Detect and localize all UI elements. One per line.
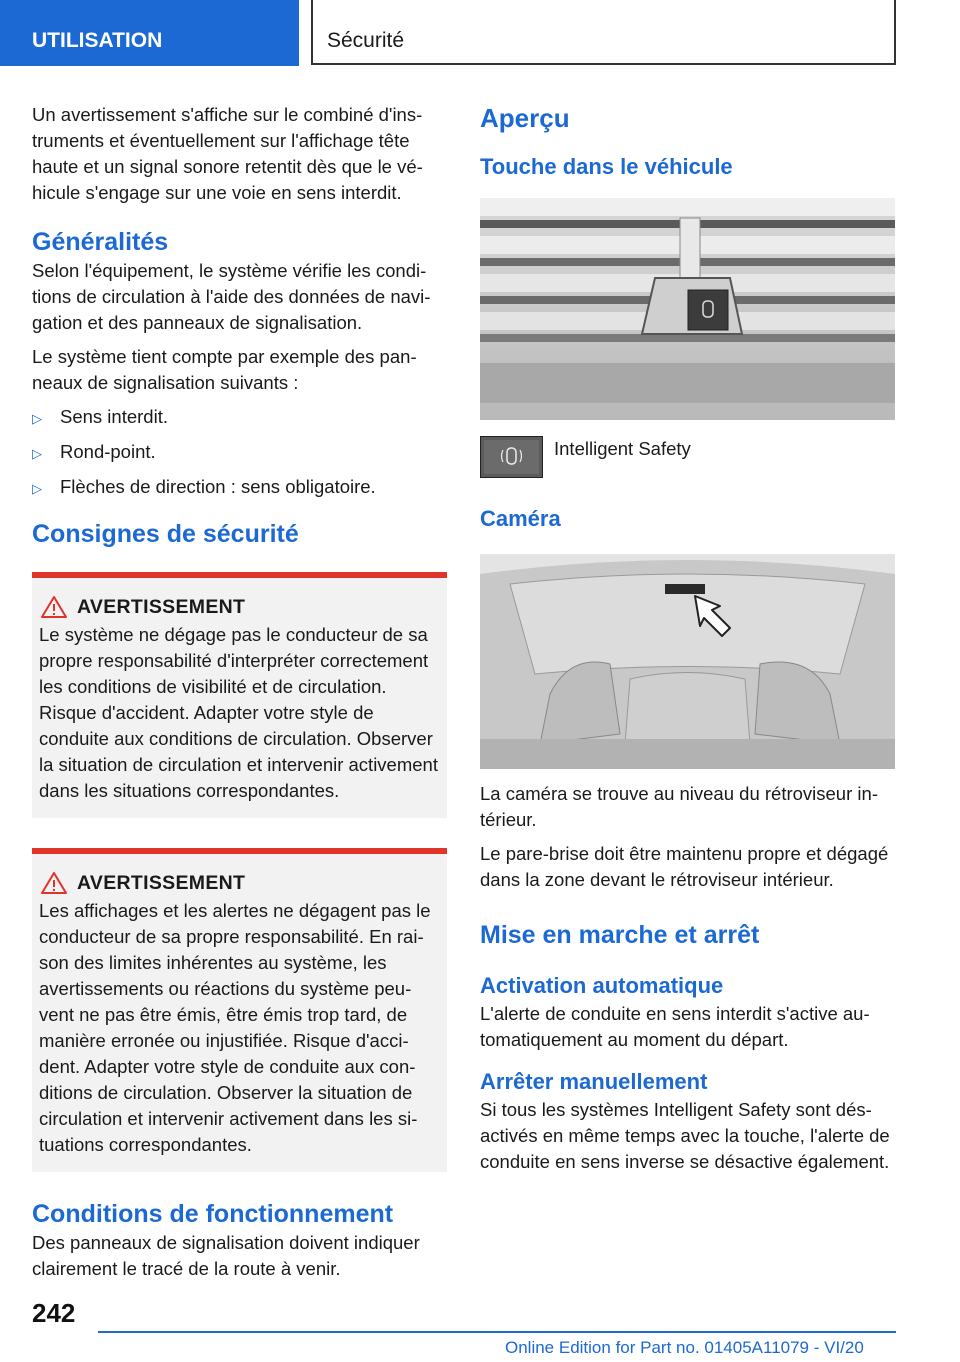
warning-text: Les affichages et les alertes ne dégagent pas le conducteur de sa propre responsabilité. En raison des limites inhérentes au système, les avertissements ou réactions du système peuvent ne pas être émis, être émis trop tard, de manière erronée ou injustifiée. Risque d'accident. Adapter votre style de conduite aux conditions de circulation. Observer la situation de circulation et intervenir activement dans les situations correspondantes. xyxy=(39,900,431,1155)
marche-heading: Mise en marche et arrêt xyxy=(480,921,760,949)
camera-heading: Caméra xyxy=(480,506,561,531)
button-label: Intelligent Safety xyxy=(554,438,691,459)
generalites-paragraph-1: Selon l'équipement, le système vérifie les conditions de circulation à l'aide des données de navigation et des panneaux de signalisation. xyxy=(32,260,431,333)
signs-list xyxy=(32,404,447,502)
warning-box-1 xyxy=(32,572,447,818)
generalites-heading: Généralités xyxy=(32,228,169,256)
warning-title: AVERTISSEMENT xyxy=(77,596,246,618)
intelligent-safety-icon xyxy=(480,436,543,478)
page-number: 242 xyxy=(32,1298,76,1328)
list-item: ▷ Rond-point. xyxy=(32,439,447,467)
generalites-paragraph-2: Le système tient compte par exemple des panneaux de signalisation suivants : xyxy=(32,346,417,393)
triangle-right-icon: ▷ xyxy=(32,411,42,426)
touche-heading: Touche dans le véhicule xyxy=(480,154,733,179)
arret-heading: Arrêter manuellement xyxy=(480,1069,708,1094)
arret-paragraph: Si tous les systèmes Intelligent Safety sont désactivés en même temps avec la touche, l'alerte de conduite en sens inverse se désactive également. xyxy=(480,1099,890,1172)
camera-interior-image xyxy=(480,554,895,769)
activation-heading: Activation automatique xyxy=(480,973,724,998)
right-column xyxy=(480,102,895,1183)
apercu-heading: Aperçu xyxy=(480,103,570,133)
intro-paragraph: Un avertissement s'affiche sur le combiné d'instruments et éventuellement sur l'affichage tête haute et un signal sonore retentit dès que le véhicule s'engage sur une voie en sens interdit. xyxy=(32,104,423,203)
consignes-heading: Consignes de sécurité xyxy=(32,520,299,548)
chapter-tab: Sécurité xyxy=(311,0,896,65)
camera-paragraph-1: La caméra se trouve au niveau du rétroviseur intérieur. xyxy=(480,783,878,830)
activation-paragraph: L'alerte de conduite en sens interdit s'active automatiquement au moment du départ. xyxy=(480,1003,870,1050)
section-tab: UTILISATION xyxy=(0,0,299,66)
list-item: ▷ Flèches de direction : sens obligatoire. xyxy=(32,474,447,502)
warning-triangle-icon xyxy=(39,871,77,895)
warning-box-2 xyxy=(32,848,447,1172)
conditions-heading: Conditions de fonctionnement xyxy=(32,1200,394,1228)
warning-title: AVERTISSEMENT xyxy=(77,872,246,894)
warning-text: Le système ne dégage pas le conducteur de sa propre responsabilité d'interpréter correctement les conditions de visibilité et de circulation. Risque d'accident. Adapter votre style de conduite aux conditions de circulation. Observer la situation de circulation et intervenir activement dans les situations correspondantes. xyxy=(39,624,438,801)
left-column xyxy=(32,102,447,1290)
footer-divider xyxy=(98,1331,896,1333)
conditions-paragraph: Des panneaux de signalisation doivent indiquer clairement le tracé de la route à venir. xyxy=(32,1232,420,1279)
warning-triangle-icon xyxy=(39,595,77,619)
list-item: ▷ Sens interdit. xyxy=(32,404,447,432)
camera-paragraph-2: Le pare-brise doit être maintenu propre et dégagé dans la zone devant le rétroviseur intérieur. xyxy=(480,843,889,890)
button-legend xyxy=(480,436,895,478)
button-panel-image xyxy=(480,198,895,420)
triangle-right-icon: ▷ xyxy=(32,446,42,461)
edition-text: Online Edition for Part no. 01405A11079 - VI/20 xyxy=(505,1338,864,1357)
triangle-right-icon: ▷ xyxy=(32,481,42,496)
